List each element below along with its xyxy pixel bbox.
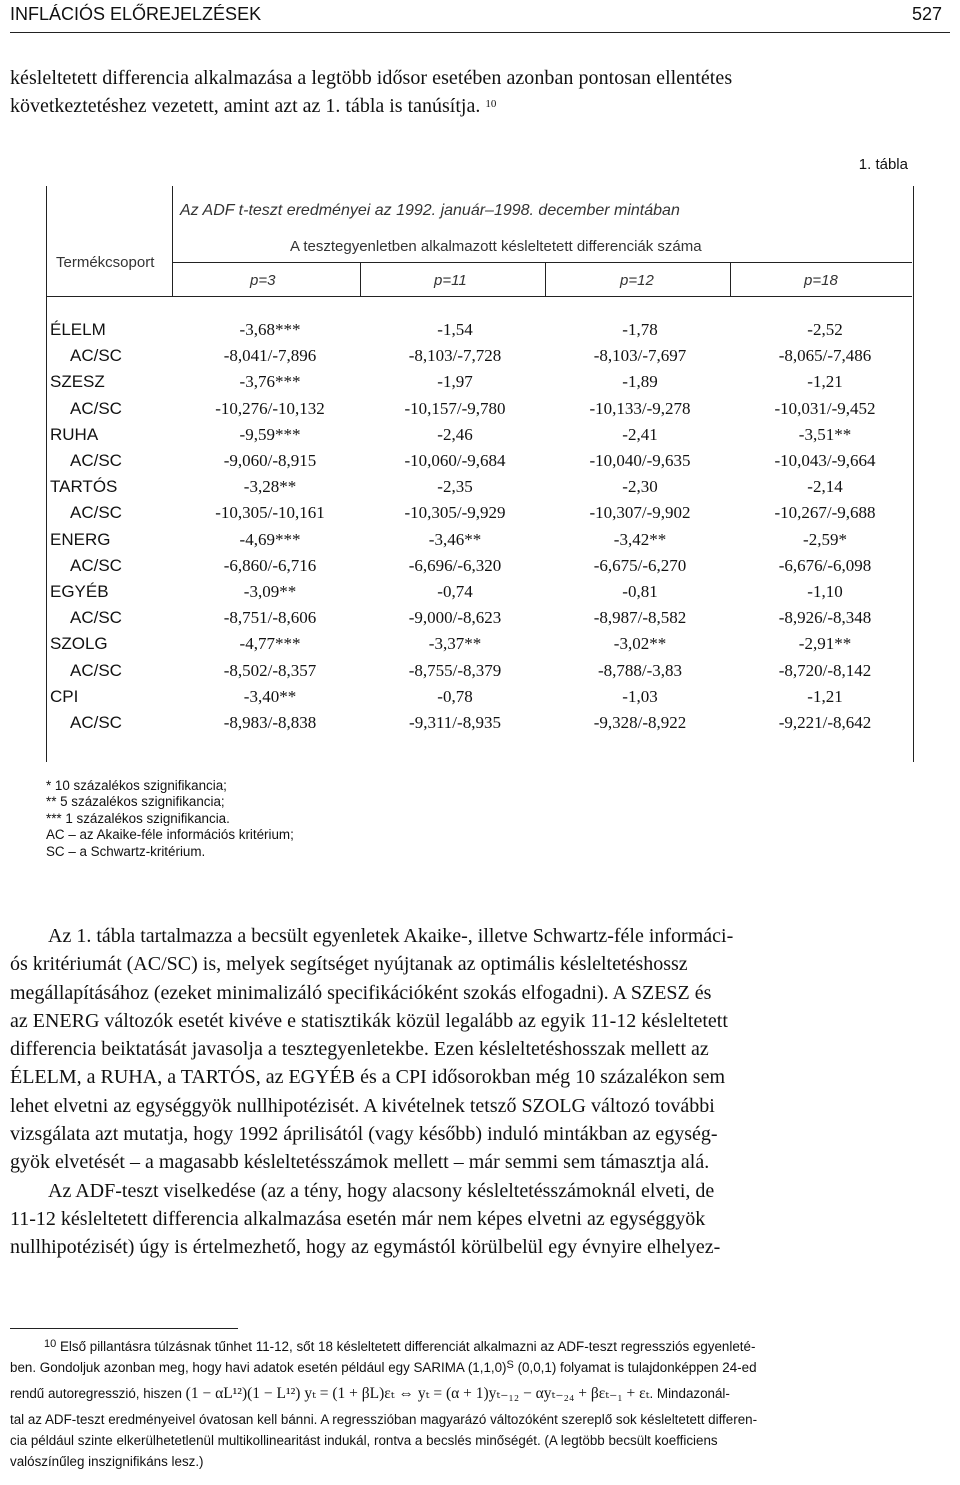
- table-cell: -3,42**: [613, 529, 667, 549]
- table-cell: -1,89: [622, 372, 658, 392]
- table-cell: -2,46: [437, 424, 473, 444]
- table-cell: -9,221/-8,642: [778, 713, 872, 732]
- row-label: TARTÓS: [50, 477, 118, 497]
- header-divider: [172, 186, 173, 296]
- table-cell: -2,59*: [803, 529, 847, 549]
- table-cell: -10,043/-9,664: [774, 451, 876, 470]
- table-cell: -8,755/-8,379: [408, 660, 502, 680]
- footnote-line-2-sup: S: [506, 1359, 514, 1372]
- note-sc: SC – a Schwartz-kritérium.: [46, 843, 206, 859]
- table-cell: -9,328/-8,922: [593, 713, 687, 732]
- table-cell: -1,97: [437, 372, 473, 392]
- table-cell: -10,305/-10,161: [215, 503, 325, 523]
- row-label: CPI: [50, 686, 79, 706]
- table-cell: -8,926/-8,348: [778, 608, 872, 628]
- table-notes: [46, 778, 294, 860]
- table-cell: -4,69***: [239, 529, 301, 549]
- row-label: ÉLELM: [50, 320, 106, 339]
- header-rule: [172, 262, 912, 263]
- footnote-line-5: cia például szinte elkerülhetetlenül multikollinearitást indukál, rontva a becslés minőségét. (A legtöbb becsült koefficiens: [10, 1432, 718, 1448]
- row-label: SZOLG: [50, 634, 108, 654]
- span-header: A tesztegyenletben alkalmazott késleltetett differenciák száma: [290, 238, 702, 255]
- table-cell: -10,307/-9,902: [589, 503, 691, 523]
- footnote-line-3-start: rendű autoregresszió, hiszen: [10, 1385, 186, 1401]
- row-label-acsc: AC/SC: [70, 608, 122, 628]
- table-cell: -1,10: [807, 582, 843, 601]
- table-cell: -10,267/-9,688: [774, 503, 876, 523]
- intro-paragraph: [10, 64, 950, 120]
- body-line: Az ADF-teszt viselkedése (az a tény, hogy alacsony késleltetésszámoknál elveti, de: [48, 1179, 715, 1202]
- table-cell: -3,40**: [243, 686, 297, 706]
- footnote-line-2: [10, 1357, 950, 1378]
- col-header-p18: p=18: [804, 272, 838, 289]
- footnote-formula: (1 − αL¹²)(1 − L¹²) yₜ = (1 + βL)εₜ ⇔ yₜ = (α + 1)yₜ₋₁₂ − αyₜ₋₂₄ + βεₜ₋₁ + εₜ: [185, 1384, 650, 1402]
- table-cell: -1,78: [622, 320, 658, 339]
- row-label: ENERG: [50, 529, 111, 549]
- row-label-acsc: AC/SC: [70, 503, 122, 523]
- table-cell: -6,675/-6,270: [593, 555, 687, 575]
- table-cell: -3,09**: [243, 582, 297, 601]
- footnote: [10, 1336, 950, 1472]
- footnote-line-1-text: Első pillantásra túlzásnak tűnhet 11-12, sőt 18 késleltetett differenciát alkalmazni az ADF-teszt regressziós egyenleté-: [59, 1339, 756, 1354]
- intro-line-2-text: következtetéshez vezetett, amint azt az 1. tábla is tanúsítja.: [10, 95, 481, 117]
- header-bottom-rule: [46, 296, 912, 297]
- table-cell: -10,157/-9,780: [404, 398, 506, 418]
- table-cell: -3,68***: [239, 320, 301, 339]
- body-line: ós kritériumát (AC/SC) is, melyek segítséget nyújtanak az optimális késleltetéshossz: [10, 953, 688, 976]
- table-cell: -9,000/-8,623: [408, 608, 502, 628]
- table-cell: -8,041/-7,896: [223, 346, 317, 366]
- table-cell: -8,103/-7,697: [593, 346, 687, 366]
- group-header: Termékcsoport: [56, 254, 155, 271]
- row-label-acsc: AC/SC: [70, 555, 122, 575]
- row-label: EGYÉB: [50, 582, 109, 601]
- note-10pct: * 10 százalékos szignifikancia;: [46, 778, 227, 793]
- table-cell: -9,060/-8,915: [223, 451, 317, 470]
- footnote-line-3: [10, 1379, 950, 1409]
- body-line: Az 1. tábla tartalmazza a becsült egyenletek Akaike-, illetve Schwartz-féle informáci-: [48, 925, 734, 947]
- running-header: [10, 0, 950, 33]
- table-cell: -10,276/-10,132: [215, 398, 325, 418]
- footnote-line-3-end: . Mindazonál-: [649, 1385, 730, 1401]
- table-cell: -8,720/-8,142: [778, 660, 872, 680]
- row-label-acsc: AC/SC: [70, 398, 122, 418]
- body-line: 11-12 késleltetett differencia alkalmazása esetén már nem képes elvetni az egységgyök: [10, 1207, 706, 1230]
- table-cell: -2,30: [622, 477, 658, 497]
- intro-line-2: [10, 92, 950, 120]
- col-header-p11: p=11: [434, 272, 467, 289]
- intro-line-1: késleltetett differencia alkalmazása a legtöbb idősor esetében azonban pontosan ellentétes: [10, 67, 733, 89]
- table-cell: -8,983/-8,838: [223, 713, 317, 732]
- row-label-acsc: AC/SC: [70, 451, 122, 470]
- table-cell: -3,02**: [613, 634, 667, 654]
- page-number: 527: [911, 4, 942, 24]
- table-caption: Az ADF t-teszt eredményei az 1992. január–1998. december mintában: [180, 202, 680, 219]
- body-line: vizsgálata azt mutatja, hogy 1992 áprilisától (vagy később) induló mintákban az egység-: [10, 1123, 718, 1146]
- footnote-line-1: [10, 1336, 950, 1357]
- row-label: RUHA: [50, 424, 99, 444]
- table-cell: -10,040/-9,635: [589, 451, 691, 470]
- footnote-line-2-text: ben. Gondoljuk azonban meg, hogy havi adatok esetén például egy SARIMA (1,1,0): [10, 1360, 507, 1376]
- table-cell: -3,46**: [428, 529, 482, 549]
- row-label-acsc: AC/SC: [70, 660, 122, 680]
- row-label-acsc: AC/SC: [70, 346, 122, 366]
- table-cell: -1,21: [807, 686, 843, 706]
- table-cell: -1,21: [807, 372, 843, 392]
- col-header-p12: p=12: [620, 272, 654, 289]
- table-cell: -2,91**: [798, 634, 852, 654]
- table-cell: -6,696/-6,320: [408, 555, 502, 575]
- body-line: megállapításához (ezeket minimalizáló specifikációként szokás elfogadni). A SZESZ és: [10, 981, 712, 1004]
- table-cell: -6,676/-6,098: [778, 555, 872, 575]
- table-cell: -0,74: [437, 582, 473, 601]
- table-cell: -2,14: [807, 477, 843, 497]
- body-line: ÉLELM, a RUHA, a TARTÓS, az EGYÉB és a CPI idősorokban még 10 százalékon sem: [10, 1066, 726, 1089]
- note-5pct: ** 5 százalékos szignifikancia;: [46, 794, 225, 810]
- running-title: INFLÁCIÓS ELŐREJELZÉSEK: [10, 4, 262, 24]
- note-ac: AC – az Akaike-féle információs kritérium;: [46, 827, 294, 843]
- table-cell: -9,59***: [239, 424, 301, 444]
- table-cell: -8,502/-8,357: [223, 660, 317, 680]
- table-cell: -0,81: [622, 582, 658, 601]
- table-cell: -0,78: [437, 686, 473, 706]
- table-cell: -1,03: [622, 686, 658, 706]
- body-line: differencia beiktatását javasolja a tesztegyenletekbe. Ezen késleltetéshosszak mellett az: [10, 1038, 709, 1061]
- table-cell: -10,031/-9,452: [774, 398, 876, 418]
- table-cell: -2,35: [437, 477, 473, 497]
- table-cell: -8,751/-8,606: [223, 608, 317, 628]
- table-label: 1. tábla: [858, 156, 908, 173]
- col-divider-2: [545, 262, 546, 296]
- footnote-number: 10: [44, 1338, 57, 1350]
- body-line: gyök elvetését – a magasabb késleltetésszámok mellett – már semmi sem támasztja alá.: [10, 1151, 710, 1174]
- table-cell: -1,54: [437, 320, 473, 339]
- table-cell: -4,77***: [239, 634, 301, 654]
- table-cell: -8,788/-3,83: [597, 660, 683, 680]
- note-1pct: *** 1 százalékos szignifikancia.: [46, 810, 230, 826]
- table-cell: -8,065/-7,486: [778, 346, 872, 366]
- body-line: az ENERG változók esetét kivéve e statisztikák közül legalább az egyik 11-12 késleltetett: [10, 1009, 728, 1032]
- col-divider-3: [730, 262, 731, 296]
- row-label-acsc: AC/SC: [70, 713, 122, 732]
- table-cell: -8,103/-7,728: [408, 346, 502, 366]
- footnote-ref[interactable]: 10: [485, 98, 497, 110]
- footnote-line-6: valószínűleg inszignifikáns lesz.): [10, 1454, 204, 1470]
- table-cell: -10,305/-9,929: [404, 503, 506, 523]
- table-cell: -3,37**: [428, 634, 482, 654]
- table-cell: -3,28**: [243, 477, 297, 497]
- footnote-line-4: tal az ADF-teszt eredményeivel óvatosan kell bánni. A regresszióban magyarázó változóként szereplő sok késleltetett differen-: [10, 1411, 758, 1427]
- table-cell: -6,860/-6,716: [223, 555, 317, 575]
- table-cell: -8,987/-8,582: [593, 608, 687, 628]
- table-cell: -10,060/-9,684: [404, 451, 506, 470]
- table-cell: -3,76***: [239, 372, 301, 392]
- table-cell: -2,52: [807, 320, 843, 339]
- footnote-separator: [10, 1328, 238, 1329]
- table-cell: -2,41: [622, 424, 658, 444]
- table-cell: -9,311/-8,935: [409, 713, 501, 732]
- footnote-line-2-end: (0,0,1) folyamat is tulajdonképpen 24-ed: [513, 1360, 757, 1376]
- col-divider-1: [360, 262, 361, 296]
- table-cell: -10,133/-9,278: [589, 398, 691, 418]
- row-label: SZESZ: [50, 372, 105, 392]
- body-line: nullhipotézisét) úgy is értelmezhető, hogy az egymástól körülbelül egy évnyire elhelyez-: [10, 1236, 721, 1259]
- body-line: lehet elvetni az egységgyök nullhipotézisét. A kivételnek tetsző SZOLG változó további: [10, 1094, 715, 1117]
- table-cell: -3,51**: [798, 424, 852, 444]
- body-text: [10, 922, 950, 1262]
- col-header-p3: p=3: [250, 272, 276, 289]
